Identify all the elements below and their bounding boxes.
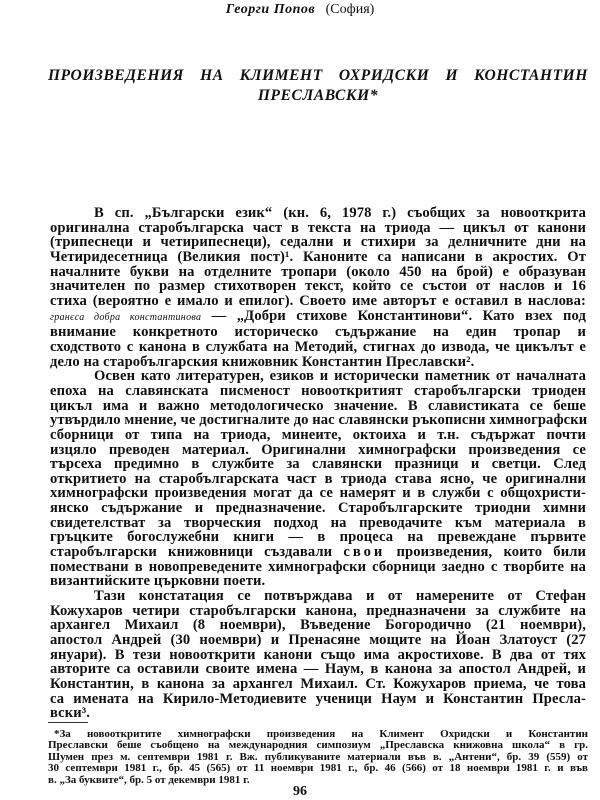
text-line: Освен като литературен, езиков и исторически паметник от началната [94, 368, 586, 385]
text-line: Константин, в канона за архангел Михаил. Ст. Кожухаров приема, че това [50, 676, 586, 692]
text-span: — „Добри стихове Константинови“. Като взех под [211, 307, 586, 324]
text-line: вски³. [50, 705, 90, 722]
text-line: авторите са оставили своите имена — Наум, в канона за апостол Андрей, и [50, 661, 586, 678]
text-line: сходството с канона в службата на Методий, стигнах до извода, че цикълът е [50, 338, 586, 355]
text-line: Четиридесетница (Великия пост)¹. Каноните са написани в акростих. От [50, 248, 586, 265]
text-line: Тази констатация се потвърждава и от намерените от Стефан [94, 588, 586, 605]
text-line: В сп. „Български език“ (кн. 6, 1978 г.) съобщих за новооткрита [94, 205, 586, 221]
text-line: откритието на старобългарската част в триода става ясно, че оригинални [50, 470, 586, 487]
footnote-line: Шумен през м. септември 1981 г. Вж. публикуваните материали във в. „Антени“, бр. 39 (559) от [48, 750, 588, 763]
text-line: гръцките богослужебни книги — в процеса на превеждане първите [50, 529, 586, 546]
old-bulgarian-quote: гранєса добра константинова [50, 311, 202, 323]
text-line: оригинална старобългарска част в текста на триода — цикъл от канони [50, 219, 586, 236]
text-line: стиха (вероятно е имало и епилог). Своето име авторът е оставил в наслова: [50, 292, 586, 309]
paragraph-1 [50, 206, 586, 369]
footnote-line: *За новооткритите химнографски произведения на Климент Охридски и Константин [54, 728, 588, 740]
text-line: дело на старобългарския книжовник Константин Преславски². [50, 353, 475, 370]
text-span: старобългарски книжовници създавали [50, 544, 333, 561]
text-line: януари). В тези новооткрити канони също има акростихове. В два от тях [50, 646, 586, 663]
author-name: Георги Попов [225, 2, 316, 17]
text-line: търсеха предимно в службите за славянски празници и светци. След [50, 456, 586, 473]
text-span: произведения, които били [396, 544, 587, 561]
footnote-line: Преславски беше съобщено на международния симпозиум „Преславска книжовна школа“ в гр. [48, 739, 588, 752]
text-line: свидетелстват за творческия подход на преводачите към материала в [50, 514, 586, 531]
author-line [0, 2, 600, 18]
text-line [50, 545, 586, 560]
page-number: 96 [293, 784, 307, 799]
spaced-word: свои [343, 544, 386, 561]
footnote-line: в. „За буквите“, бр. 5 от декември 1981 г. [48, 773, 250, 786]
text-line: внимание конкретното историческо съдържание на един тропар и [50, 324, 586, 341]
text-line: византийските църковни поети. [50, 573, 266, 590]
text-line: сборници от типа на триода, минеите, октоиха и т.н. съдържат почти [50, 426, 586, 443]
text-line: цикъл има и важно методологическо значение. В славистиката се беше [50, 397, 586, 414]
text-line: янско съдържание и предназначение. Старобългарските триодни химни [50, 500, 586, 517]
text-line [50, 309, 586, 326]
text-line: значителен по размер стихотворен текст, който се състои от наслов и 16 [50, 278, 586, 295]
article-body [50, 206, 586, 721]
text-line: изцяло преводен материал. Оригинални химнографски произведения се [50, 441, 586, 458]
author-city: (София) [325, 2, 375, 17]
title-line-2: ПРЕСЛАВСКИ* [257, 87, 379, 104]
text-line: Кожухаров четири старобългарски канона, предназначени за службите на [50, 602, 586, 619]
footnote [48, 729, 588, 786]
text-line: апостол Андрей (30 ноември) и Пренасяне мощите на Йоан Златоуст (27 [50, 632, 586, 649]
text-line: архангел Михаил (8 ноември), Въведение Богородично (21 ноември), [50, 617, 586, 634]
article-title [48, 66, 588, 106]
title-line-1: ПРОИЗВЕДЕНИЯ НА КЛИМЕНТ ОХРИДСКИ И КОНСТАНТИН [48, 67, 588, 84]
text-line: началните букви на отделните тропари (около 450 на брой) е образуван [50, 263, 586, 280]
paragraph-2 [50, 369, 586, 589]
text-line: са имената на Кирило-Методиевите ученици Наум и Константин Пресла- [50, 690, 586, 707]
footnote-line: 30 септември 1981 г., бр. 45 (565) от 11 ноември 1981 г., бр. 46 (566) от 18 ноември 1981 г. и във [48, 762, 588, 775]
text-line: химнографски произведения могат да се намерят и в служби с общохристи- [50, 485, 586, 502]
text-line: (трипеснеци и четирипеснеци), седални и стихири за делничните дни на [50, 234, 586, 251]
paragraph-3 [50, 589, 586, 721]
footnote-divider [48, 722, 88, 723]
text-line: помествани в новопреведените химнографски сборници заедно с творбите на [50, 558, 586, 575]
text-line: утвърдило мнение, че достигналите до нас славянски ръкописни химнографски [50, 412, 588, 429]
text-line: епоха на славянската писменост новооткритият старобългарски триоден [50, 382, 586, 399]
